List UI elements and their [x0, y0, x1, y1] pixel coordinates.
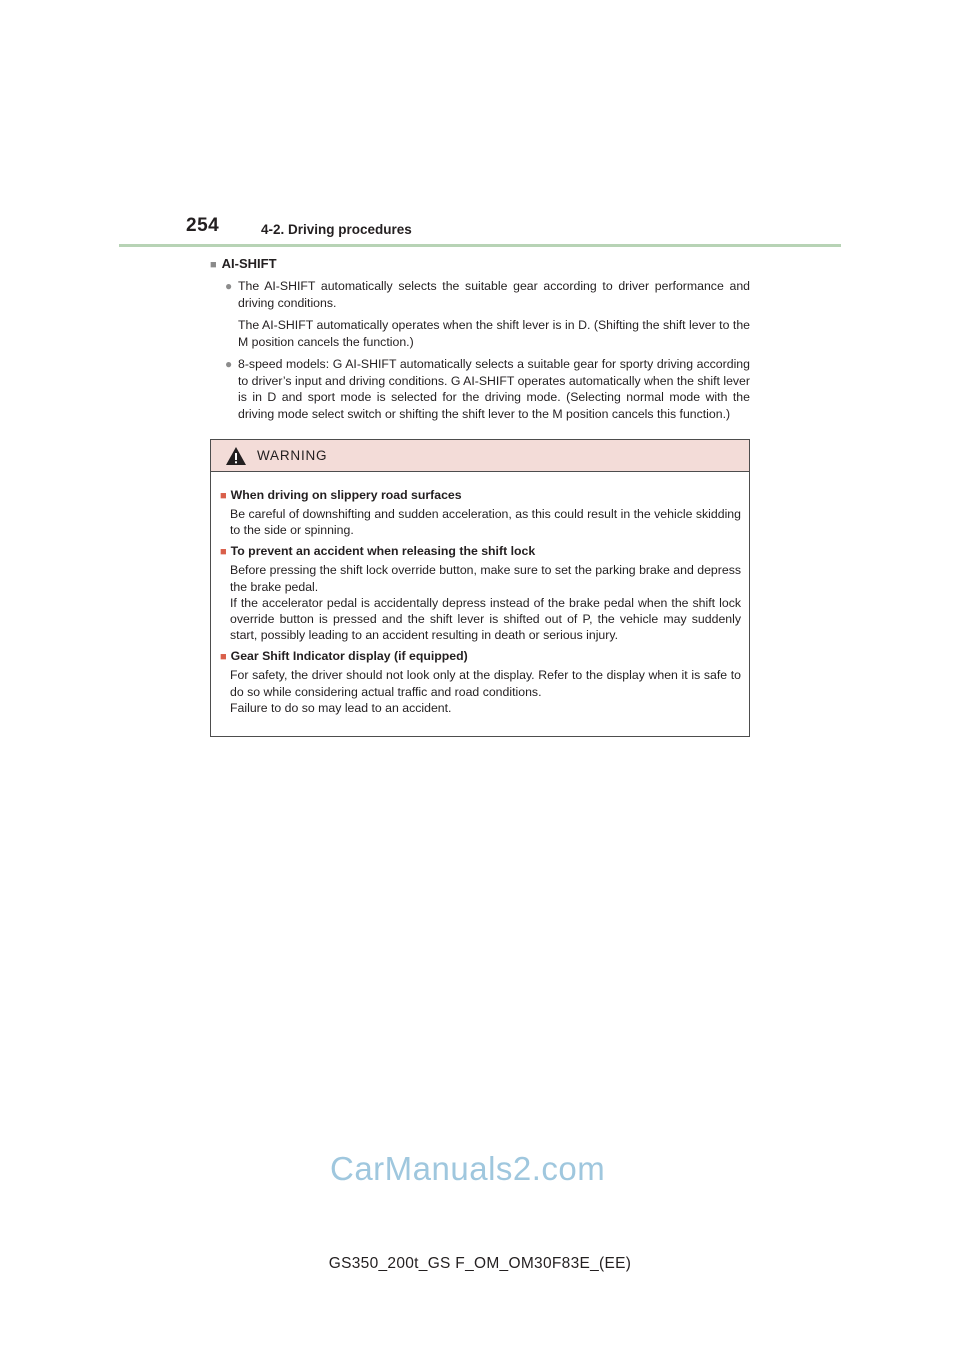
warning-item-title-text: When driving on slippery road surfaces — [230, 488, 462, 502]
section-title: 4-2. Driving procedures — [261, 222, 412, 237]
warning-title: WARNING — [257, 448, 328, 463]
warning-item-text: Failure to do so may lead to an accident. — [230, 700, 452, 715]
bullet-item — [210, 278, 750, 311]
warning-item-title-text: Gear Shift Indicator display (if equipped) — [230, 649, 468, 664]
bullet-text: 8-speed models: G AI-SHIFT automatically selects a suitable gear for sporty driving according to driver’s input and driving conditions. G AI-SHIFT operates automatically when the shift lever is in D and sport mode is selected for the driving mode. (Selecting normal mode with the driving mode select switch or shifting the shift lever to the M position cancels this function.) — [238, 357, 750, 421]
round-bullet-icon: ● — [225, 357, 233, 371]
warning-item-text: Before pressing the shift lock override button, make sure to set the parking brake and depress the brake pedal. — [230, 563, 741, 594]
paragraph: The AI-SHIFT automatically operates when the shift lever is in D. (Shifting the shift lever to the M position cancels the function.) — [238, 318, 750, 349]
document-code: GS350_200t_GS F_OM_OM30F83E_(EE) — [328, 1255, 632, 1272]
warning-item-title — [220, 488, 741, 502]
warning-triangle-icon — [225, 446, 247, 466]
round-bullet-icon: ● — [225, 279, 233, 293]
section-heading — [210, 256, 750, 271]
main-content — [210, 256, 750, 428]
warning-item-text: If the accelerator pedal is accidentally depress instead of the brake pedal when the shift lock override button is pressed and the shift lever is shifted out of P, the vehicle may suddenly start, possibly leading to an accident resulting in death or serious injury. — [230, 595, 741, 643]
header-divider — [119, 244, 841, 247]
warning-body — [211, 472, 749, 716]
bullet-text: The AI-SHIFT automatically selects the suitable gear according to driver performance and driving conditions. — [238, 279, 750, 310]
bullet-item — [210, 356, 750, 422]
page-number: 254 — [186, 215, 220, 236]
warning-header — [211, 440, 749, 472]
square-bullet-icon: ■ — [220, 651, 227, 664]
warning-item-title — [220, 649, 741, 663]
square-bullet-icon: ■ — [220, 546, 227, 559]
heading-text: AI-SHIFT — [221, 256, 277, 271]
warning-item-title-text: To prevent an accident when releasing the shift lock — [230, 544, 536, 559]
square-bullet-icon: ■ — [210, 259, 217, 271]
warning-box — [210, 439, 750, 737]
warning-item-text: For safety, the driver should not look only at the display. Refer to the display when it is safe to do so while considering actual traffic and road conditions. — [230, 668, 741, 699]
warning-item-text: Be careful of downshifting and sudden acceleration, as this could result in the vehicle skidding to the side or spinning. — [230, 507, 741, 538]
square-bullet-icon: ■ — [220, 490, 227, 502]
watermark: CarManuals2.com — [330, 1150, 606, 1187]
warning-item-title — [220, 544, 741, 558]
